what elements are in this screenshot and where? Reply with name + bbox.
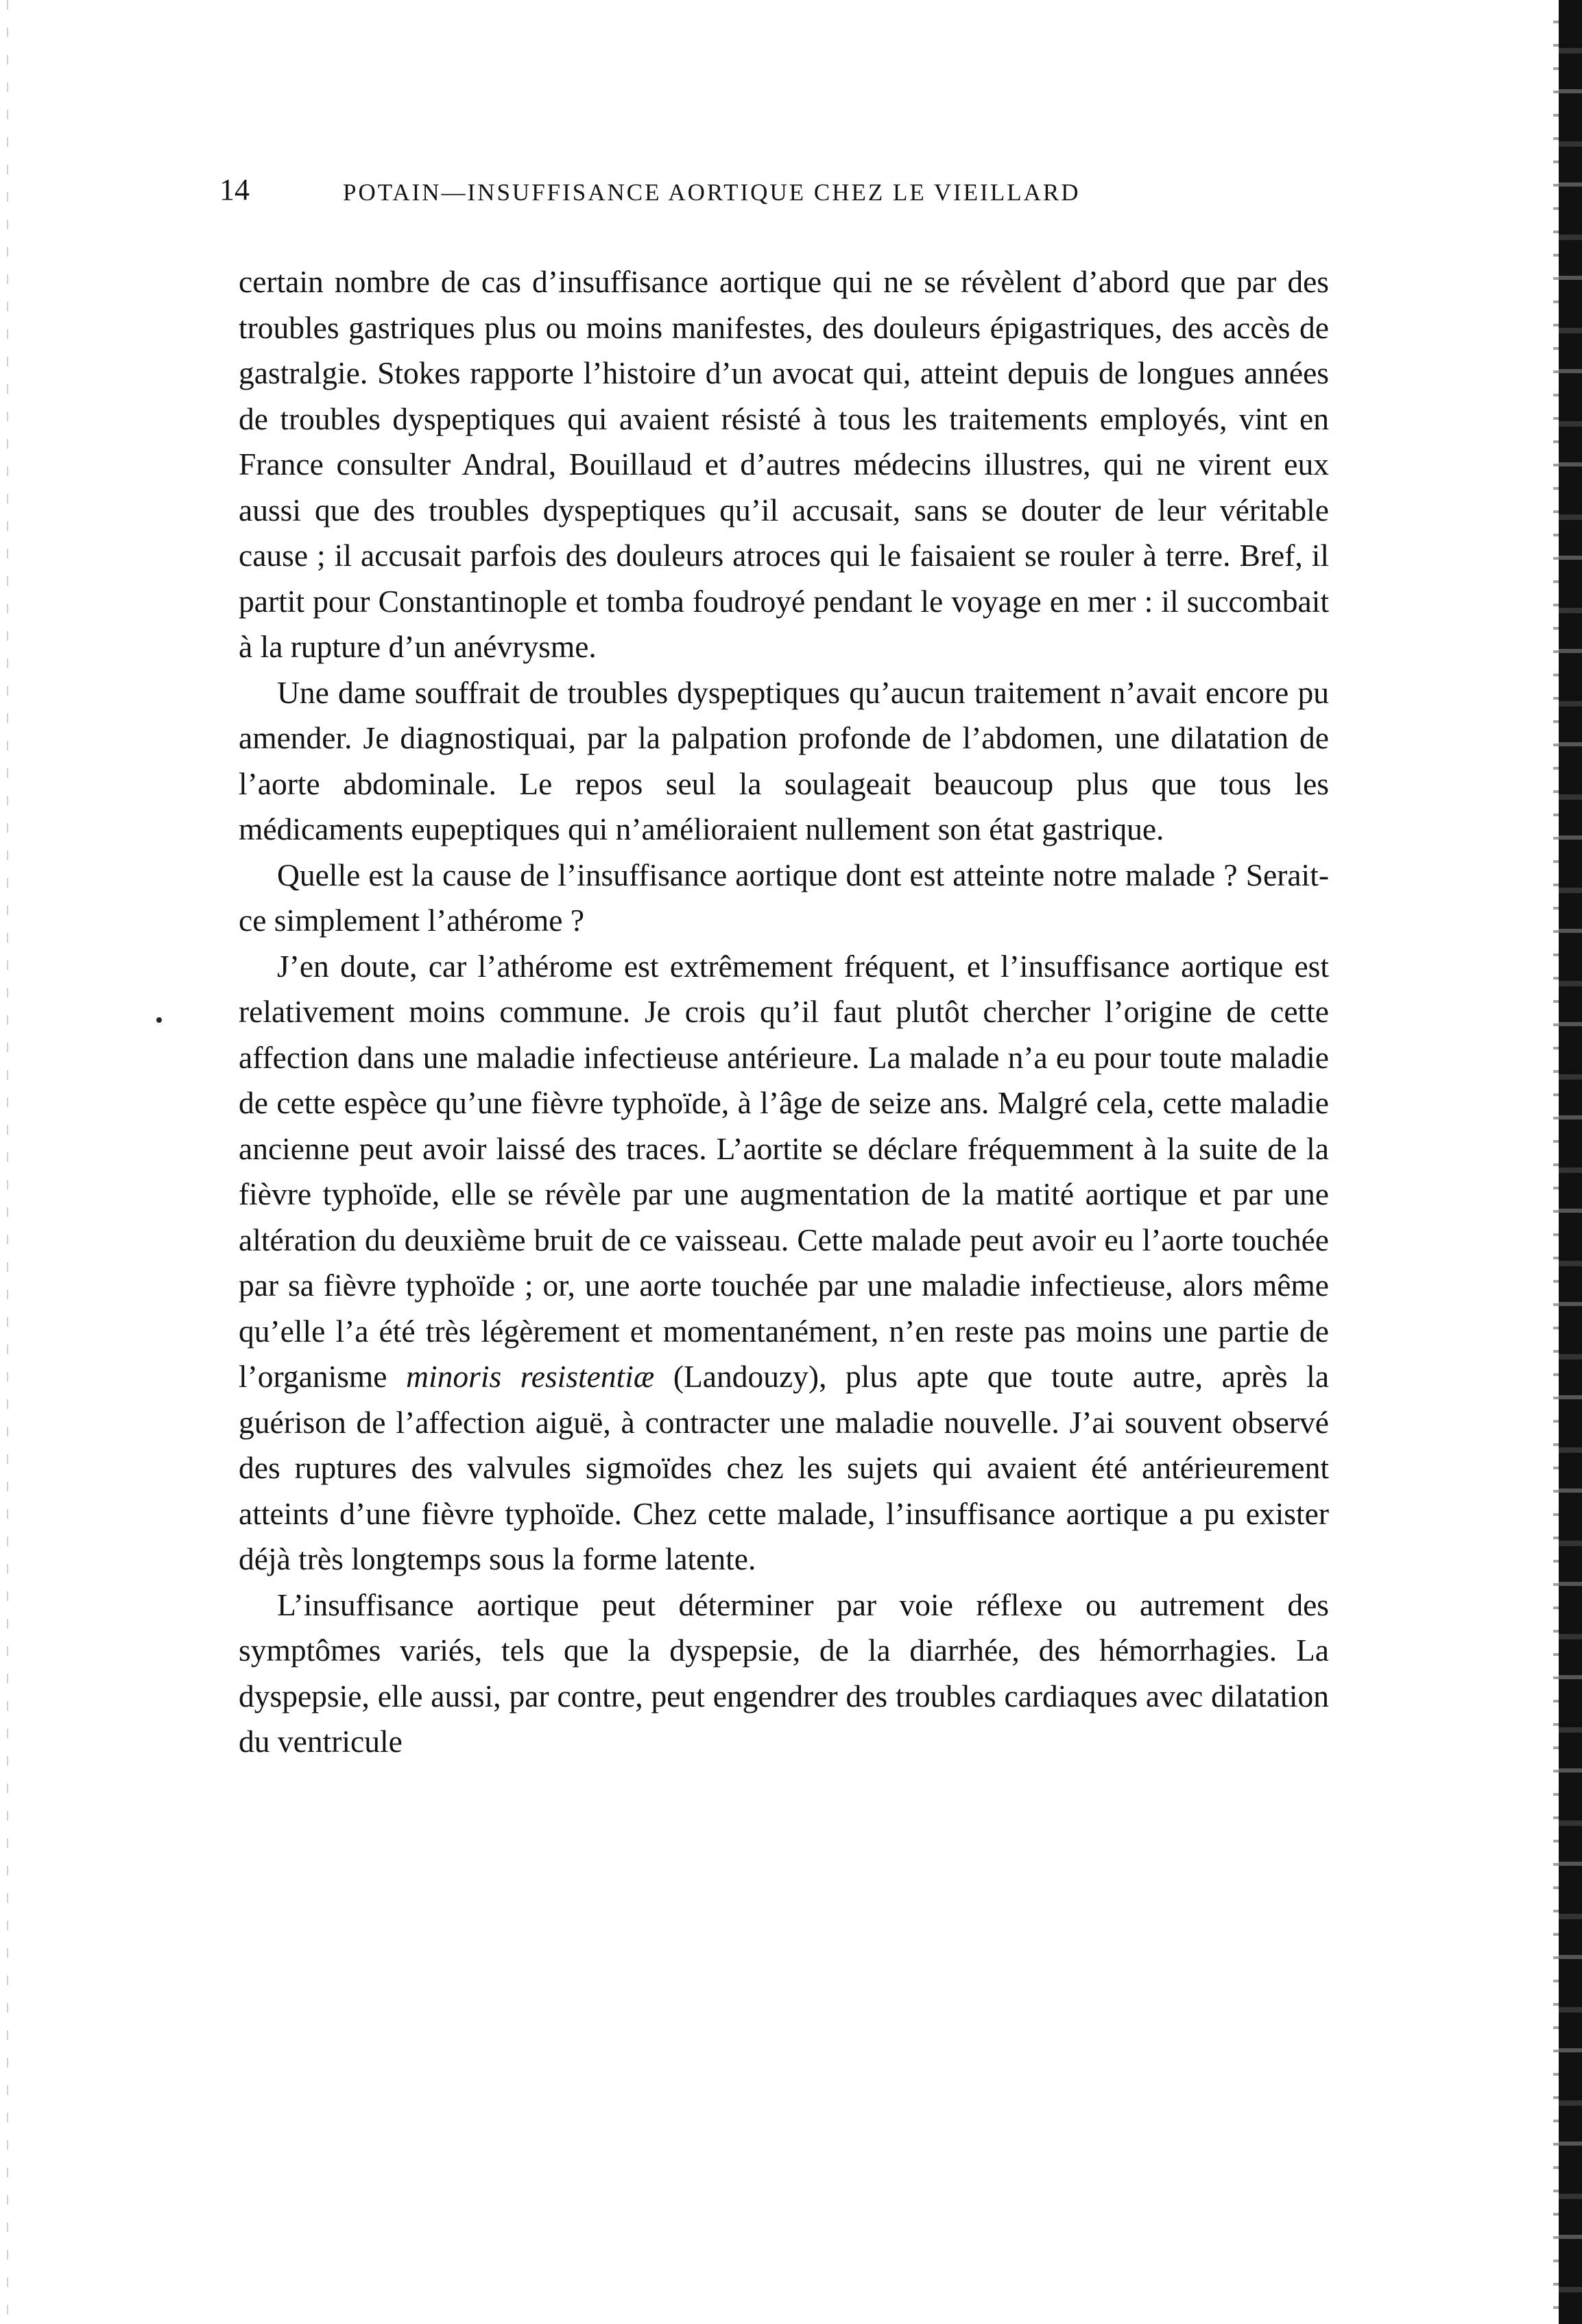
paragraph-3: Quelle est la cause de l’insuffisance aortique dont est atteinte notre malade ? Serait-ce simplement l’athérome ? bbox=[239, 857, 1329, 938]
paragraph-5: L’insuffisance aortique peut déterminer par voie réflexe ou autrement des symptômes variés, tels que la dyspepsie, de la diarrhée, des hémorrhagies. La dyspepsie, elle aussi, par contre, peut engendrer des troubles cardiaques avec dilatation du ventricule bbox=[239, 1587, 1329, 1759]
paragraph-1: certain nombre de cas d’insuffisance aortique qui ne se révèlent d’abord que par des troubles gastriques plus ou moins manifestes, des douleurs épigastriques, des accès de gastralgie. Stokes rapporte l’histoire d’un avocat qui, atteint depuis de longues années de troubles dyspeptiques qui avaient résisté à tous les traitements employés, vint en France consulter Andral, Bouillaud et d’autres médecins illustres, qui ne virent eux aussi que des troubles dyspeptiques qu’il accusait, sans se douter de leur véritable cause ; il accusait parfois des douleurs atroces qui le faisaient se rouler à terre. Bref, il partit pour Constantinople et tomba foudroyé pendant le voyage en mer : il succombait à la rupture d’un anévrysme. bbox=[239, 264, 1329, 664]
latin-term: minoris resistentiæ bbox=[406, 1359, 655, 1394]
scan-left-edge bbox=[7, 0, 8, 2324]
paragraph-4-start: J’en doute, car l’athérome est extrêmement fréquent, et l’insuffisance aortique est relativement moins commune. Je crois qu’il faut plutôt chercher l’origine de cette affection dans une maladie infectieuse antérieure. La malade n’a eu pour toute maladie de cette espèce qu’une fièvre typhoïde, à l’âge de seize ans. Malgré cela, cette maladie ancienne peut avoir laissé des traces. L’aortite se déclare fréquemment à la suite de la fièvre typhoïde, elle se révèle par une augmentation de la matité aortique et par une altération du deuxième bruit de ce vaisseau. Cette malade peut avoir eu l’aorte touchée par sa fièvre typhoïde ; or, une aorte touchée par une maladie infectieuse, alors même qu’elle l’a été très légèrement et momentanément, n’en reste pas moins une partie de l’organisme bbox=[239, 948, 1329, 1394]
paragraph-4 bbox=[239, 944, 1329, 1582]
running-head: POTAIN—INSUFFISANCE AORTIQUE CHEZ LE VIEILLARD bbox=[343, 179, 1081, 206]
page-header bbox=[219, 169, 1330, 217]
page-number: 14 bbox=[219, 173, 250, 206]
paragraph-2: Une dame souffrait de troubles dyspeptiques qu’aucun traitement n’avait encore pu amender. Je diagnostiquai, par la palpation profonde de l’abdomen, une dilatation de l’aorte abdominale. Le repos seul la soulageait beaucoup plus que tous les médicaments eupeptiques qui n’amélioraient nullement son état gastrique. bbox=[239, 674, 1329, 846]
scan-binding-edge bbox=[1559, 0, 1582, 2324]
margin-dot bbox=[156, 1017, 162, 1023]
paragraph-4-end: (Landouzy), plus apte que toute autre, après la guérison de l’affection aiguë, à contracter une maladie nouvelle. J’ai souvent observé des ruptures des valvules sigmoïdes chez les sujets qui avaient été antérieurement atteints d’une fièvre typhoïde. Chez cette malade, l’insuffisance aortique a pu exister déjà très longtemps sous la forme latente. bbox=[239, 1359, 1330, 1576]
body-text bbox=[239, 259, 1329, 1765]
